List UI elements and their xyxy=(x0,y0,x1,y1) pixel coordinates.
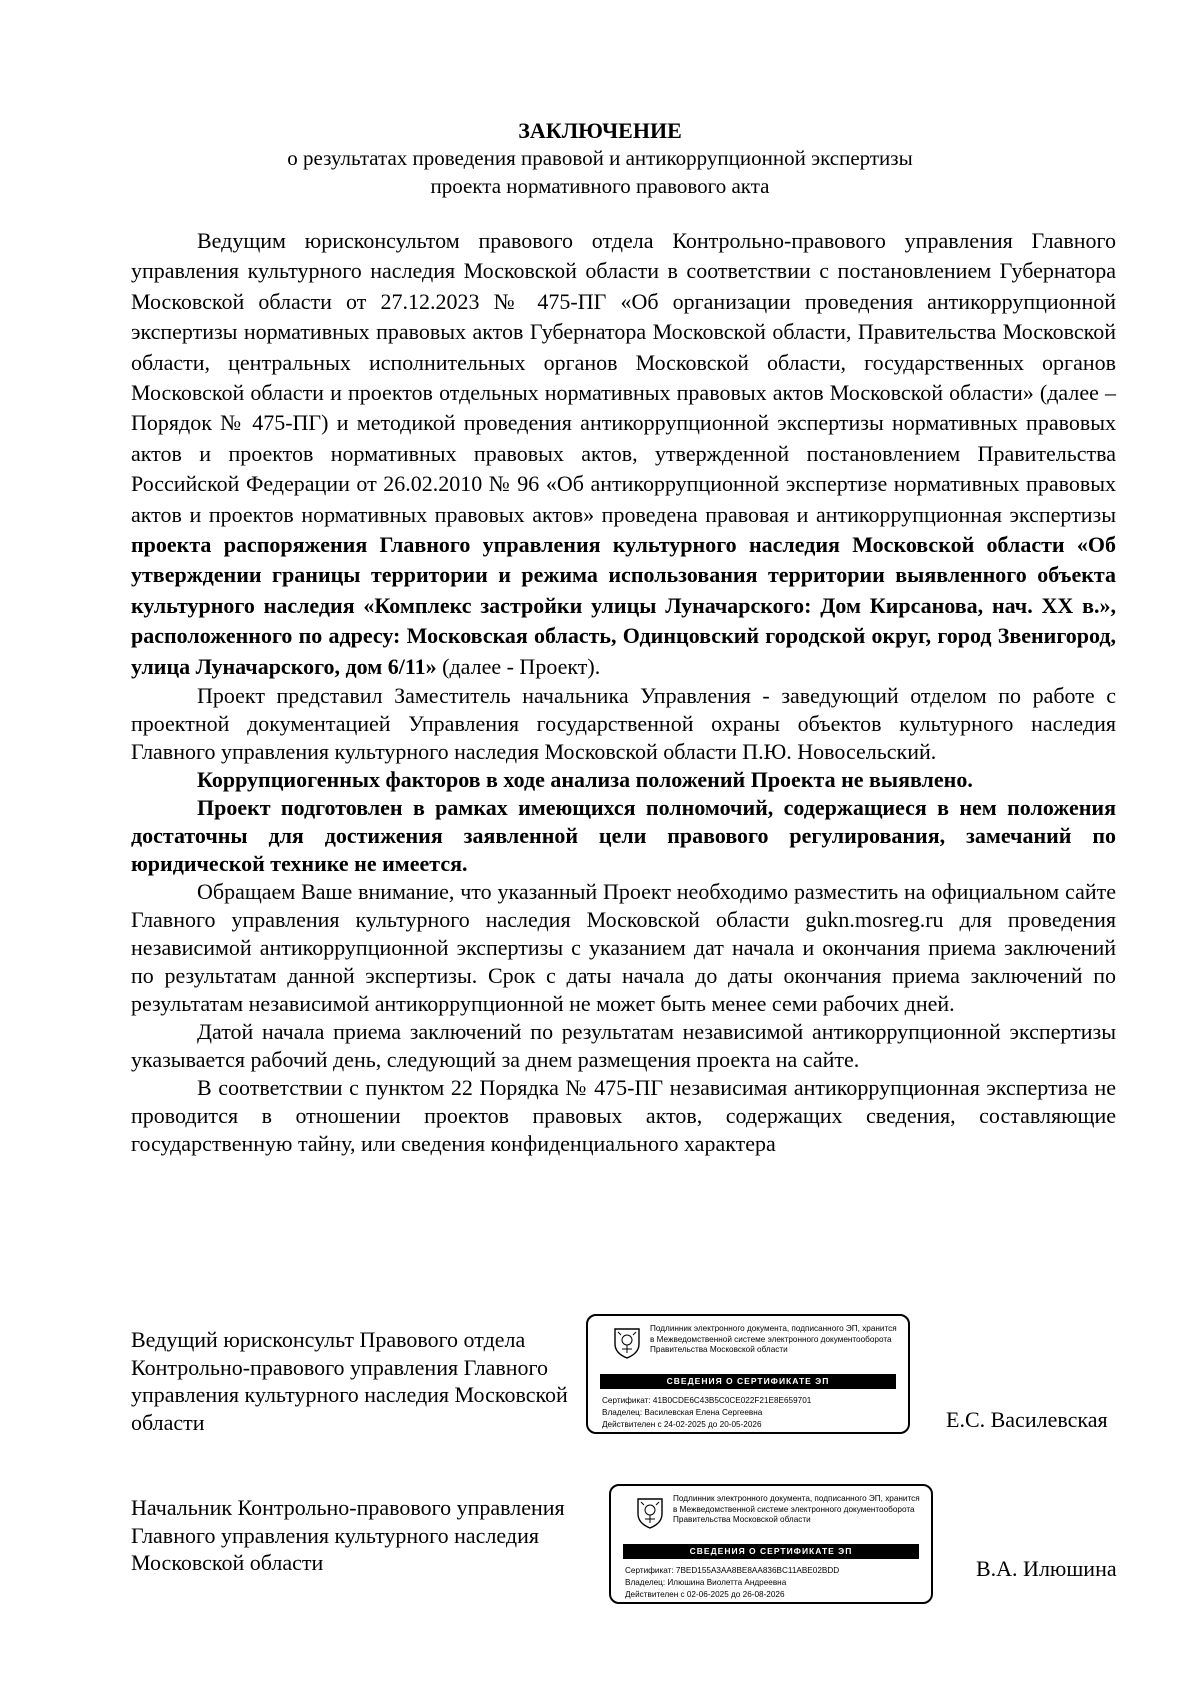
stamp-1-certificate-bar: СВЕДЕНИЯ О СЕРТИФИКАТЕ ЭП xyxy=(600,1374,896,1389)
stamp-2-validity: Действителен с 02-06-2025 до 26-08-2026 xyxy=(625,1590,785,1599)
electronic-signature-stamp-2 xyxy=(609,1484,933,1604)
no-corruption-factors-text: Коррупциогенных факторов в ходе анализа положений Проекта не выявлено. xyxy=(197,767,973,793)
paragraph-project-presenter: Проект представил Заместитель начальника Управления - заведующий отделом по работе с проектной документацией Управления государственной охраны объектов культурного наследия Главного управления культурного наследия Московской области П.Ю. Новосельский. xyxy=(131,683,1116,765)
coat-of-arms-icon xyxy=(635,1496,665,1530)
signatory-2-position: Начальник Контрольно-правового управления Главного управления культурного наследия Московской области xyxy=(131,1495,565,1575)
signatory-1-name: Е.С. Василевская xyxy=(946,1407,1108,1432)
stamp-1-header: Подлинник электронного документа, подписанного ЭП, хранится в Межведомственной системе электронного документооборота Правительства Московской области xyxy=(650,1324,897,1354)
stamp-2-header: Подлинник электронного документа, подписанного ЭП, хранится в Межведомственной системе электронного документооборота Правительства Московской области xyxy=(673,1494,920,1524)
stamp-1-owner: Владелец: Василевская Елена Сергеевна xyxy=(602,1408,763,1417)
paragraph-expertise-basis-text: Ведущим юрисконсультом правового отдела Контрольно-правового управления Главного управления культурного наследия Московской области в соответствии с постановлением Губернатора Московской области от 27.12.2023 № 475-ПГ «Об организации проведения антикоррупционной экспертизы нормативных правовых актов Губернатора Московской области, Правительства Московской области, центральных исполнительных органов Московской области, государственных органов Московской области и проектов отдельных нормативных правовых актов Московской области» (далее – Порядок № 475-ПГ) и методикой проведения антикоррупционной экспертизы нормативных правовых актов и проектов нормативных правовых актов, утвержденной постановлением Правительства Российской Федерации от 26.02.2010 № 96 «Об антикоррупционной экспертизе нормативных правовых актов и проектов нормативных правовых актов» проведена правовая и антикоррупционная экспертизы xyxy=(131,228,1116,527)
paragraph-expertise-basis xyxy=(131,226,1116,682)
document-subtitle-line-1: о результатах проведения правовой и антикоррупционной экспертизы xyxy=(287,146,913,170)
paragraph-project-prepared xyxy=(131,794,1116,878)
signatory-2-name: В.А. Илюшина xyxy=(976,1556,1117,1581)
project-title-bold: проекта распоряжения Главного управления культурного наследия Московской области «Об утверждении границы территории и режима использования территории выявленного объекта культурного наследия «Комплекс застройки улицы Луначарского: Дом Кирсанова, нач. XX в.», расположенного по адресу: Московская область, Одинцовский городской округ, город Звенигород, улица Луначарского, дом 6/11» xyxy=(131,532,1116,679)
stamp-2-certificate-bar: СВЕДЕНИЯ О СЕРТИФИКАТЕ ЭП xyxy=(623,1544,919,1559)
electronic-signature-stamp-1 xyxy=(586,1314,910,1434)
paragraph-exceptions: В соответствии с пунктом 22 Порядка № 475-ПГ независимая антикоррупционная экспертиза не проводится в отношении проектов правовых актов, содержащих сведения, составляющие государственную тайну, или сведения конфиденциального характера xyxy=(131,1075,1116,1157)
document-title: ЗАКЛЮЧЕНИЕ xyxy=(518,118,682,143)
stamp-1-validity: Действителен с 24-02-2025 до 20-05-2026 xyxy=(602,1420,762,1429)
paragraph-expertise-basis-tail: (далее - Проект). xyxy=(436,653,601,679)
stamp-2-certificate: Сертификат: 7BED155A3AA8BE8AA836BC11ABE02BDD xyxy=(625,1566,840,1575)
document-body xyxy=(131,226,1116,1158)
coat-of-arms-icon xyxy=(612,1326,642,1360)
paragraph-start-date: Датой начала приема заключений по результатам независимой антикоррупционной экспертизы указывается рабочий день, следующий за днем размещения проекта на сайте. xyxy=(131,1019,1116,1073)
signatory-1-position: Ведущий юрисконсульт Правового отдела Контрольно-правового управления Главного управления культурного наследия Московской области xyxy=(131,1327,568,1435)
stamp-2-owner: Владелец: Илюшина Виолетта Андреевна xyxy=(625,1578,787,1587)
document-subtitle-line-2: проекта нормативного правового акта xyxy=(430,174,770,198)
paragraph-publication-notice: Обращаем Ваше внимание, что указанный Проект необходимо разместить на официальном сайте Главного управления культурного наследия Московской области gukn.mosreg.ru для проведения независимой антикоррупционной экспертизы с указанием дат начала и окончания приема заключений по результатам данной экспертизы. Срок с даты начала до даты окончания приема заключений по результатам независимой антикоррупционной не может быть менее семи рабочих дней. xyxy=(131,879,1116,1017)
paragraph-no-corruption-factors xyxy=(131,766,1116,794)
project-prepared-text: Проект подготовлен в рамках имеющихся полномочий, содержащиеся в нем положения достаточны для достижения заявленной цели правового регулирования, замечаний по юридической технике не имеется. xyxy=(131,795,1116,877)
stamp-1-certificate: Сертификат: 41B0CDE6C43B5C0CE022F21E8E659701 xyxy=(602,1396,812,1405)
